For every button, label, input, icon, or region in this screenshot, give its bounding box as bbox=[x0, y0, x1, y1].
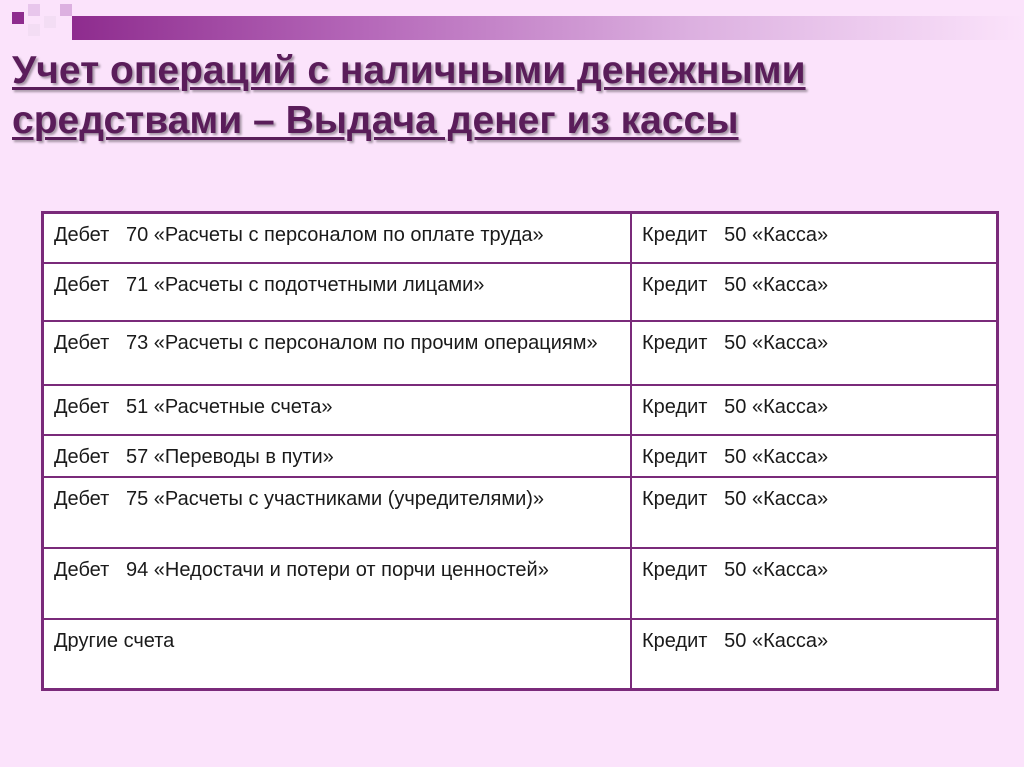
debit-account: 71 «Расчеты с подотчетными лицами» bbox=[125, 273, 485, 296]
credit-label: Кредит bbox=[642, 558, 708, 581]
credit-cell bbox=[631, 385, 998, 435]
debit-label: Дебет bbox=[54, 273, 110, 296]
debit-cell bbox=[43, 213, 632, 263]
table-row bbox=[43, 385, 998, 435]
debit-label: Дебет bbox=[54, 445, 110, 468]
table-row bbox=[43, 321, 998, 385]
debit-account: 70 «Расчеты с персоналом по оплате труда» bbox=[125, 224, 544, 246]
credit-cell bbox=[631, 213, 998, 263]
debit-account: 75 «Расчеты с участниками (учредителями)» bbox=[125, 487, 545, 510]
debit-cell bbox=[43, 321, 632, 385]
decor-square bbox=[60, 4, 72, 16]
debit-cell bbox=[43, 435, 632, 477]
debit-cell bbox=[43, 385, 632, 435]
debit-cell bbox=[43, 548, 632, 619]
credit-account: 50 «Касса» bbox=[724, 224, 829, 246]
decor-square bbox=[12, 12, 24, 24]
debit-cell bbox=[43, 619, 632, 690]
table-row bbox=[43, 435, 998, 477]
credit-cell bbox=[631, 619, 998, 690]
table-row bbox=[43, 477, 998, 548]
debit-cell bbox=[43, 477, 632, 548]
slide-title bbox=[12, 46, 1012, 146]
debit-cell bbox=[43, 263, 632, 321]
title-line-2: средствами – Выдача денег из кассы bbox=[12, 99, 739, 142]
debit-label: Дебет bbox=[54, 558, 110, 581]
credit-cell bbox=[631, 263, 998, 321]
debit-label: Дебет bbox=[54, 395, 110, 418]
credit-account: 50 «Касса» bbox=[724, 487, 829, 510]
credit-account: 50 «Касса» bbox=[724, 445, 829, 468]
header-decoration bbox=[0, 0, 1024, 48]
decor-square bbox=[28, 4, 40, 16]
credit-account: 50 «Касса» bbox=[724, 273, 829, 296]
table-row bbox=[43, 263, 998, 321]
credit-account: 50 «Касса» bbox=[724, 331, 829, 354]
decor-square bbox=[28, 24, 40, 36]
title-line-1: Учет операций с наличными денежными bbox=[12, 49, 806, 92]
credit-cell bbox=[631, 548, 998, 619]
decor-square bbox=[44, 16, 56, 28]
table-row bbox=[43, 619, 998, 690]
credit-cell bbox=[631, 477, 998, 548]
debit-account: Другие счета bbox=[54, 629, 175, 652]
table-row bbox=[43, 548, 998, 619]
operations-table bbox=[41, 211, 999, 691]
debit-account: 51 «Расчетные счета» bbox=[125, 395, 333, 418]
credit-account: 50 «Касса» bbox=[724, 629, 829, 652]
credit-account: 50 «Касса» bbox=[724, 395, 829, 418]
credit-cell bbox=[631, 435, 998, 477]
credit-label: Кредит bbox=[642, 273, 708, 296]
credit-label: Кредит bbox=[642, 224, 708, 246]
credit-label: Кредит bbox=[642, 331, 708, 354]
table-row bbox=[43, 213, 998, 263]
credit-label: Кредит bbox=[642, 487, 708, 510]
debit-account: 73 «Расчеты с персоналом по прочим операциям» bbox=[125, 331, 598, 354]
credit-label: Кредит bbox=[642, 395, 708, 418]
debit-label: Дебет bbox=[54, 224, 110, 246]
credit-account: 50 «Касса» bbox=[724, 558, 829, 581]
credit-label: Кредит bbox=[642, 445, 708, 468]
credit-label: Кредит bbox=[642, 629, 708, 652]
debit-account: 94 «Недостачи и потери от порчи ценностей» bbox=[125, 558, 549, 581]
debit-label: Дебет bbox=[54, 487, 110, 510]
debit-label: Дебет bbox=[54, 331, 110, 354]
debit-account: 57 «Переводы в пути» bbox=[125, 445, 334, 468]
credit-cell bbox=[631, 321, 998, 385]
decor-gradient-bar bbox=[72, 16, 1024, 40]
